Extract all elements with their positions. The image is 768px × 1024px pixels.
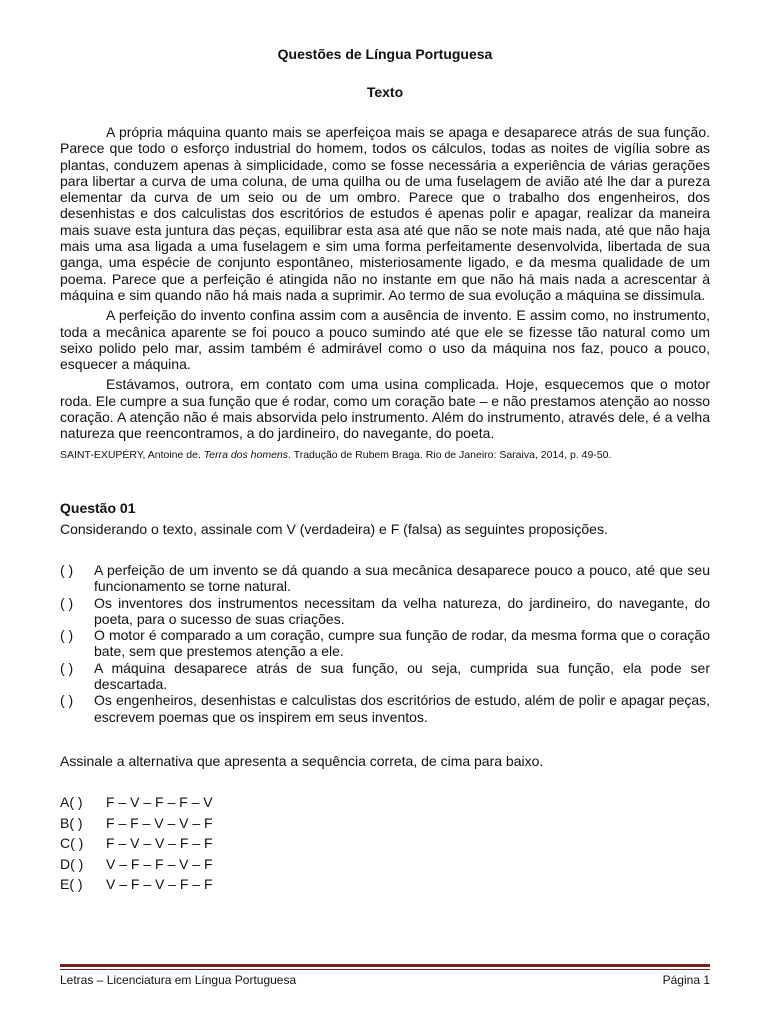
page-number: Página 1 bbox=[662, 973, 710, 987]
citation-work: Terra dos homens bbox=[203, 448, 289, 461]
alternative-text: V – F – V – F – F bbox=[106, 876, 213, 892]
alternative-text: F – F – V – V – F bbox=[106, 814, 213, 831]
question-title: Questão 01 bbox=[60, 500, 136, 516]
answer-blank: ( ) bbox=[60, 692, 74, 709]
alternative[interactable] bbox=[60, 854, 213, 875]
answer-blank: ( ) bbox=[60, 659, 74, 676]
citation bbox=[60, 448, 710, 462]
question-instruction: Assinale a alternativa que apresenta a sequência correta, de cima para baixo. bbox=[60, 753, 544, 769]
proposition bbox=[60, 660, 710, 693]
alternative-letter: D( ) bbox=[60, 855, 84, 872]
proposition-text: Os engenheiros, desenhistas e calculistas dos escritórios de estudo, além de polir e apagar peças, escrevem poemas que os inspirem em seus inventos. bbox=[94, 692, 710, 725]
question-intro: Considerando o texto, assinale com V (verdadeira) e F (falsa) as seguintes proposições. bbox=[60, 521, 608, 537]
alternative[interactable] bbox=[60, 813, 213, 834]
proposition-text: A máquina desaparece atrás de sua função, ou seja, cumprida sua função, ela pode ser descartada. bbox=[94, 659, 710, 693]
text-body bbox=[60, 124, 710, 462]
alternative-text: F – V – F – F – V bbox=[106, 794, 213, 810]
alternative-text: F – V – V – F – F bbox=[106, 835, 213, 851]
alternative-letter: C( ) bbox=[60, 835, 84, 851]
alternative-text: V – F – F – V – F bbox=[106, 855, 213, 872]
proposition-text: Os inventores dos instrumentos necessitam da velha natureza, do jardineiro, do navegante, do poeta, para o sucesso de suas criações. bbox=[94, 594, 710, 627]
text-heading: Texto bbox=[366, 84, 404, 100]
proposition bbox=[60, 627, 710, 660]
footer-rule-thin bbox=[60, 969, 710, 970]
propositions-list bbox=[60, 562, 710, 725]
footer-rule-thick bbox=[60, 964, 710, 967]
alternative-letter: E( ) bbox=[60, 876, 83, 892]
paragraph: Estávamos, outrora, em contato com uma usina complicada. Hoje, esquecemos que o motor roda. Ele cumpre a sua função que é rodar, como um coração bate – e não prestamos atenção ao nosso coração. A atenção não é mais absorvida pelo instrumento. Além do instrumento, através dele, é a velha natureza que reencontramos, a do jardineiro, do navegante, do poeta. bbox=[60, 376, 710, 442]
proposition bbox=[60, 562, 710, 595]
alternative[interactable] bbox=[60, 792, 213, 813]
proposition-text: A perfeição de um invento se dá quando a sua mecânica desaparece pouco a pouco, até que seu funcionamento se torne natural. bbox=[94, 562, 710, 595]
citation-author: SAINT-EXUPÉRY, Antoine de. bbox=[60, 448, 201, 461]
document-title: Questões de Língua Portuguesa bbox=[277, 46, 493, 62]
proposition-text: O motor é comparado a um coração, cumpre sua função de rodar, da mesma forma que o coração bate, sem que prestemos atenção a ele. bbox=[94, 627, 710, 660]
proposition bbox=[60, 595, 710, 628]
page-footer bbox=[60, 973, 710, 987]
alternative[interactable] bbox=[60, 874, 213, 895]
answer-blank: ( ) bbox=[60, 562, 74, 578]
alternative[interactable] bbox=[60, 833, 213, 854]
paragraph: A perfeição do invento confina assim com a ausência de invento. E assim como, no instrumento, toda a mecânica aparente se foi pouco a pouco sumindo até que ele se fizesse tão natural como um seixo polido pelo mar, assim também é admirável como o uso da máquina nos faz, pouco a pouco, esquecer a máquina. bbox=[60, 307, 710, 373]
paragraph: A própria máquina quanto mais se aperfeiçoa mais se apaga e desaparece atrás de sua função. Parece que todo o esforço industrial do homem, todos os cálculos, todas as noites de vigília sobre as plantas, conduzem apenas à simplicidade, como se fosse necessária a experiência de várias gerações para libertar a curva de uma coluna, de uma quilha ou de uma fuselagem de avião até lhe dar a pureza elementar da curva de um seio ou de um ombro. Parece que o trabalho dos engenheiros, dos desenhistas e dos calculistas dos escritórios de estudos é apenas polir e apagar, realizar da maneira mais suave esta juntura das peças, equilibrar esta asa até que não se note mais nada, até que não haja mais uma asa ligada a uma fuselagem e sim uma forma perfeitamente desenvolvida, libertada de sua ganga, uma espécie de conjunto espontâneo, misteriosamente ligado, e da mesma qualidade de um poema. Parece que a perfeição é atingida não no instante em que não há mais nada a acrescentar à máquina e sim quando não há mais nada a suprimir. Ao termo de sua evolução a máquina se dissimula. bbox=[60, 124, 710, 303]
alternative-letter: B( ) bbox=[60, 814, 83, 831]
citation-details: . Tradução de Rubem Braga. Rio de Janeiro: Saraiva, 2014, p. 49-50. bbox=[288, 448, 612, 461]
answer-blank: ( ) bbox=[60, 627, 74, 644]
proposition bbox=[60, 692, 710, 725]
alternatives-list bbox=[60, 792, 213, 895]
footer-course: Letras – Licenciatura em Língua Portuguesa bbox=[60, 973, 297, 987]
alternative-letter: A( ) bbox=[60, 794, 83, 810]
answer-blank: ( ) bbox=[60, 594, 74, 611]
